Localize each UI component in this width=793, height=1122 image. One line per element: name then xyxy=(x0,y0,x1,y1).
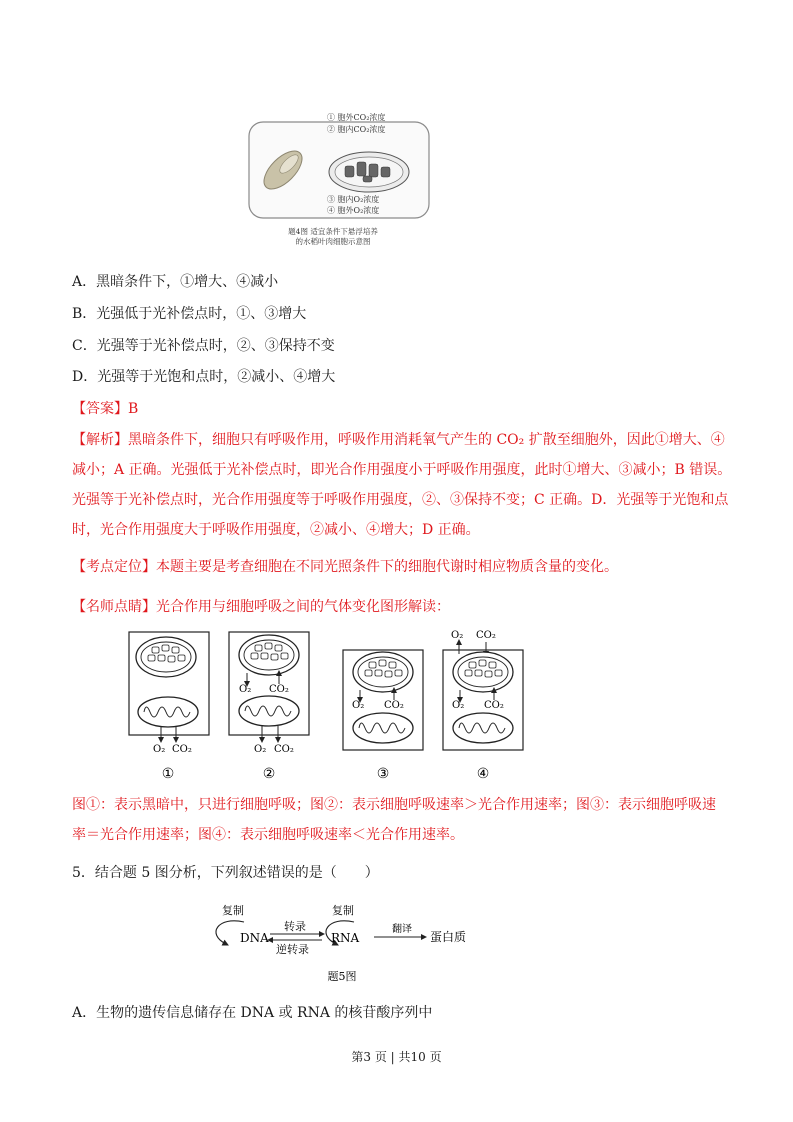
q5-figure-caption: 题5图 xyxy=(327,970,357,983)
explain-line: 图①：表示黑暗中，只进行细胞呼吸；图②：表示细胞呼吸速率＞光合作用速率；图③：表示细胞呼吸速 xyxy=(72,797,716,813)
explain-line: 率＝光合作用速率；图④：表示细胞呼吸速率＜光合作用速率。 xyxy=(72,827,464,843)
fig-caption-line1: 题4图 适宜条件下悬浮培养 xyxy=(288,227,378,236)
analysis-line: 时，光合作用强度大于呼吸作用强度，②减小、④增大；D 正确。 xyxy=(72,522,480,538)
diagram-num-2: ② xyxy=(262,766,276,782)
fig-caption-line2: 的水稻叶肉细胞示意图 xyxy=(295,237,371,246)
fig-label-1: ① 胞外CO₂浓度 xyxy=(327,113,386,122)
fig-label-2: ② 胞内CO₂浓度 xyxy=(327,125,386,134)
fig-label-3: ③ 胞内O₂浓度 xyxy=(327,195,380,204)
q5-central-dogma-figure xyxy=(200,900,490,986)
diagram-num-3: ③ xyxy=(376,766,390,782)
analysis-line: 【解析】黑暗条件下，细胞只有呼吸作用，呼吸作用消耗氧气产生的 CO₂ 扩散至细胞外，因此①增大、④ xyxy=(72,432,725,448)
co2-label: CO₂ xyxy=(384,700,404,711)
gas-exchange-diagrams xyxy=(126,620,526,785)
o2-label: O₂ xyxy=(352,700,365,711)
co2-label: CO₂ xyxy=(172,744,192,755)
q4-answer: 【答案】B xyxy=(72,401,139,417)
diagram-num-4: ④ xyxy=(476,766,490,782)
o2-label: O₂ xyxy=(239,684,252,695)
o2-label: O₂ xyxy=(153,744,166,755)
analysis-line: 光强等于光补偿点时，光合作用强度等于呼吸作用强度，②、③保持不变；C 正确。D．光强等于光饱和点 xyxy=(72,492,729,508)
o2-label: O₂ xyxy=(451,630,464,641)
diagram-panel-4 xyxy=(443,630,523,782)
q5-stem: 5．结合题 5 图分析，下列叙述错误的是（ ） xyxy=(72,865,379,881)
diagram-explanation xyxy=(72,790,732,850)
protein-label: 蛋白质 xyxy=(430,930,467,944)
fig-label-4: ④ 胞外O₂浓度 xyxy=(327,206,380,215)
q4-kaodian: 【考点定位】本题主要是考查细胞在不同光照条件下的细胞代谢时相应物质含量的变化。 xyxy=(72,559,618,575)
chloroplast-icon xyxy=(329,152,409,192)
o2-label: O₂ xyxy=(452,700,465,711)
q4-option-d: D．光强等于光饱和点时，②减小、④增大 xyxy=(72,369,336,385)
copy-label-dna: 复制 xyxy=(222,904,244,917)
diagram-panel-1 xyxy=(129,632,209,782)
co2-label: CO₂ xyxy=(274,744,294,755)
q4-option-b: B．光强低于光补偿点时，①、③增大 xyxy=(72,306,307,322)
reverse-transcription-label: 逆转录 xyxy=(276,943,309,956)
q4-mingshi: 【名师点睛】光合作用与细胞呼吸之间的气体变化图形解读： xyxy=(72,599,450,615)
diagram-panel-2 xyxy=(229,632,309,782)
q4-option-c: C．光强等于光补偿点时，②、③保持不变 xyxy=(72,338,335,354)
q4-analysis xyxy=(72,425,732,545)
dna-label: DNA xyxy=(240,931,269,945)
diagram-num-1: ① xyxy=(161,766,175,782)
rna-label: RNA xyxy=(331,931,360,945)
co2-label: CO₂ xyxy=(484,700,504,711)
co2-label: CO₂ xyxy=(476,630,496,641)
o2-label: O₂ xyxy=(254,744,267,755)
copy-label-rna: 复制 xyxy=(332,904,354,917)
q4-cell-figure xyxy=(233,112,433,250)
page-footer: 第3 页 | 共10 页 xyxy=(351,1050,442,1064)
q4-option-a: A．黑暗条件下，①增大、④减小 xyxy=(72,274,279,290)
q5-option-a: A．生物的遗传信息储存在 DNA 或 RNA 的核苷酸序列中 xyxy=(72,1005,433,1021)
translation-label: 翻译 xyxy=(392,924,412,935)
transcription-label: 转录 xyxy=(284,920,306,933)
diagram-panel-3 xyxy=(343,650,423,782)
co2-label: CO₂ xyxy=(269,684,289,695)
analysis-line: 减小；A 正确。光强低于光补偿点时，即光合作用强度小于呼吸作用强度，此时①增大、③减小；B 错误。 xyxy=(72,462,732,478)
